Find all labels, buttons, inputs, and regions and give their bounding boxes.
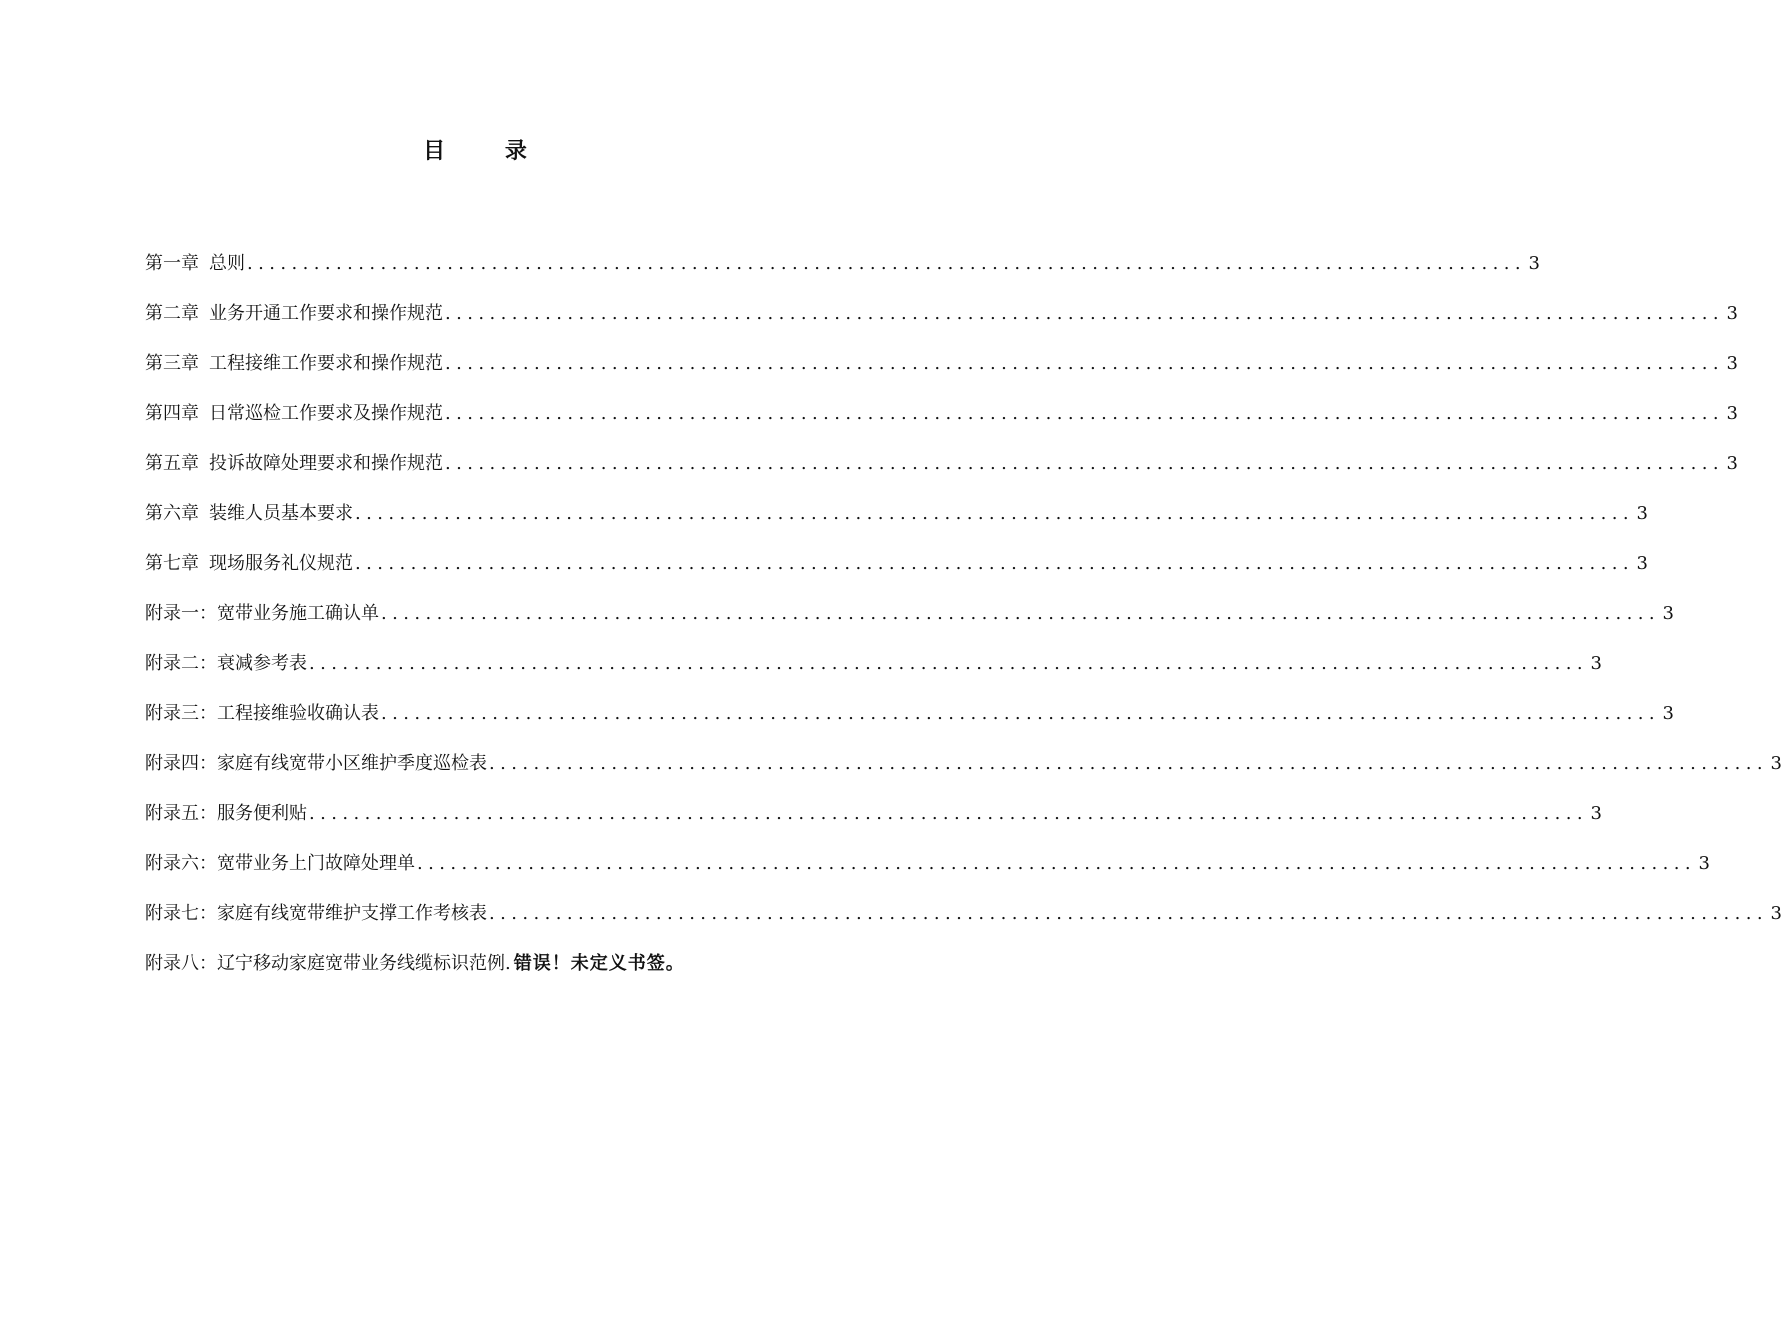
toc-entry-prefix: 附录六： [145,853,217,874]
toc-entry-label [145,748,487,780]
toc-entry-prefix: 第五章 [145,453,199,474]
toc-page-number: 3 [1770,903,1782,924]
toc-entry-prefix: 附录七： [145,903,217,924]
toc-entry-label [145,548,353,580]
toc-page-number: 3 [1726,353,1738,374]
toc-dot-leader: ................................................................................................................... [445,403,1724,424]
toc-page-number: 3 [1636,503,1648,524]
toc-entry-text: 日常巡检工作要求及操作规范 [209,403,443,424]
toc-title: 目 录 [423,138,553,164]
toc-entry-label [145,898,487,930]
toc-entry-appendix-2[interactable] [145,648,1602,698]
toc-entry-text: 衰减参考表 [217,653,307,674]
toc-page-number: 3 [1636,553,1648,574]
toc-page-number: 3 [1726,453,1738,474]
toc-entry-prefix: 第二章 [145,303,199,324]
toc-page-number: 3 [1726,303,1738,324]
toc-entry-label [145,648,307,680]
toc-entry-appendix-7[interactable] [145,898,1782,948]
toc-entry-appendix-3[interactable] [145,698,1674,748]
toc-dot-leader: ................................................................................................................... [381,703,1660,724]
toc-entry-text: 投诉故障处理要求和操作规范 [209,453,443,474]
toc-entry-chapter-2[interactable] [145,298,1738,348]
toc-page-number: 3 [1770,753,1782,774]
toc-entry-prefix: 第七章 [145,553,199,574]
toc-dot-leader: ................................................................................................................... [247,253,1526,274]
toc-entry-prefix: 第六章 [145,503,199,524]
toc-entry-prefix: 附录二： [145,653,217,674]
toc-entry-chapter-1[interactable] [145,248,1540,298]
toc-entry-prefix: 附录三： [145,703,217,724]
table-of-contents [145,248,1782,998]
toc-entry-label [145,348,443,380]
toc-entry-text: 工程接维验收确认表 [217,703,379,724]
toc-entry-label [145,948,505,980]
toc-page-number: 3 [1726,403,1738,424]
toc-entry-text: 服务便利贴 [217,803,307,824]
toc-entry-prefix: 附录五： [145,803,217,824]
toc-dot-leader: ................................................................................................................... [381,603,1660,624]
toc-entry-text: 工程接维工作要求和操作规范 [209,353,443,374]
toc-dot-leader: . [505,953,511,974]
toc-page-number: 3 [1528,253,1540,274]
toc-dot-leader: ................................................................................................................... [445,353,1724,374]
toc-page-number: 3 [1590,653,1602,674]
toc-entry-text: 宽带业务上门故障处理单 [217,853,415,874]
toc-entry-text: 装维人员基本要求 [209,503,353,524]
toc-page-number: 3 [1698,853,1710,874]
toc-entry-prefix: 第一章 [145,253,199,274]
toc-dot-leader: ................................................................................................................... [355,503,1634,524]
toc-entry-prefix: 第三章 [145,353,199,374]
toc-dot-leader: ................................................................................................................... [489,903,1768,924]
toc-entry-label [145,448,443,480]
toc-entry-label [145,398,443,430]
toc-entry-text: 业务开通工作要求和操作规范 [209,303,443,324]
toc-entry-appendix-6[interactable] [145,848,1710,898]
toc-entry-prefix: 第四章 [145,403,199,424]
toc-entry-label [145,848,415,880]
toc-entry-label [145,248,245,280]
toc-entry-prefix: 附录一： [145,603,217,624]
toc-entry-label [145,698,379,730]
toc-entry-appendix-4[interactable] [145,748,1782,798]
toc-entry-text: 家庭有线宽带小区维护季度巡检表 [217,753,487,774]
toc-dot-leader: ................................................................................................................... [309,653,1588,674]
toc-dot-leader: ................................................................................................................... [445,303,1724,324]
toc-page-number: 3 [1590,803,1602,824]
toc-entry-text: 宽带业务施工确认单 [217,603,379,624]
toc-entry-chapter-4[interactable] [145,398,1738,448]
toc-entry-label [145,498,353,530]
toc-entry-chapter-3[interactable] [145,348,1738,398]
toc-entry-text: 家庭有线宽带维护支撑工作考核表 [217,903,487,924]
toc-entry-appendix-5[interactable] [145,798,1602,848]
toc-entry-prefix: 附录四： [145,753,217,774]
toc-dot-leader: ................................................................................................................... [309,803,1588,824]
toc-entry-prefix: 附录八： [145,953,217,974]
toc-entry-label [145,798,307,830]
toc-bookmark-error: 错误！未定义书签。 [513,953,685,974]
toc-entry-label [145,598,379,630]
toc-entry-label [145,298,443,330]
toc-entry-chapter-6[interactable] [145,498,1648,548]
toc-entry-chapter-5[interactable] [145,448,1738,498]
toc-entry-chapter-7[interactable] [145,548,1648,598]
toc-entry-appendix-1[interactable] [145,598,1674,648]
toc-dot-leader: ................................................................................................................... [445,453,1724,474]
toc-entry-text: 总则 [209,253,245,274]
toc-entry-text: 现场服务礼仪规范 [209,553,353,574]
toc-entry-text: 辽宁移动家庭宽带业务线缆标识范例 [217,953,505,974]
toc-dot-leader: ................................................................................................................... [355,553,1634,574]
toc-page-number: 3 [1662,703,1674,724]
toc-page-number: 3 [1662,603,1674,624]
toc-dot-leader: ................................................................................................................... [489,753,1768,774]
toc-dot-leader: ................................................................................................................... [417,853,1696,874]
toc-entry-appendix-8[interactable] [145,948,807,998]
